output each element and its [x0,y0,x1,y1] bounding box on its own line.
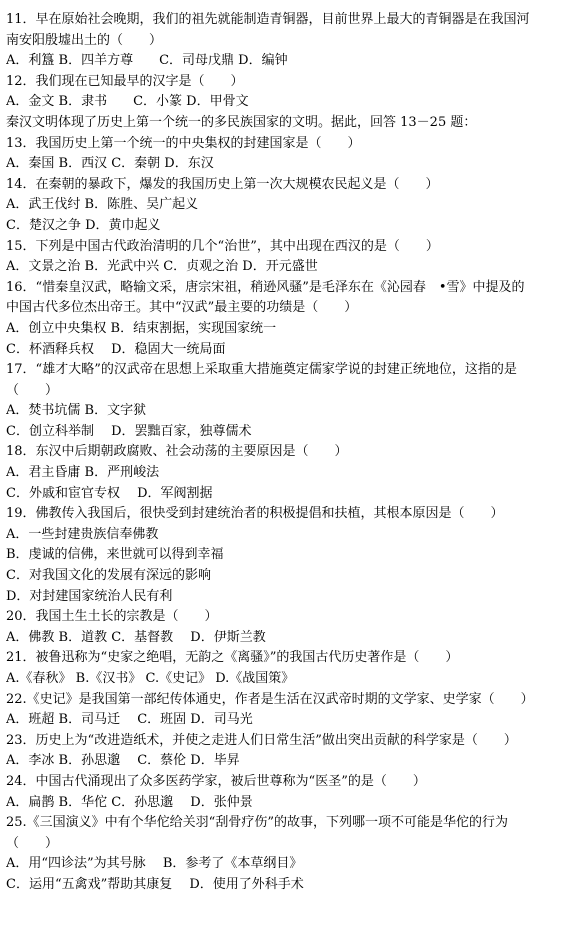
text-line: 21．被鲁迅称为“史家之绝唱，无韵之《离骚》”的我国古代历史著作是（ ） [6,650,459,666]
text-line: A．秦国 B．西汉 C．秦朝 D．东汉 [6,156,214,172]
text-line: A．佛教 B．道教 C．基督教 D．伊斯兰教 [6,629,266,645]
text-line: C．运用“五禽戏”帮助其康复 D．使用了外科手术 [6,876,304,892]
text-line: 14．在秦朝的暴政下，爆发的我国历史上第一次大规模农民起义是（ ） [6,176,439,192]
text-line: 19．佛教传入我国后，很快受到封建统治者的积极提倡和扶植，其根本原因是（ ） [6,506,504,522]
text-line: 秦汉文明体现了历史上第一个统一的多民族国家的文明。据此，回答 13－25 题： [6,114,477,130]
text-line: （ ） [6,382,59,398]
text-line: A．焚书坑儒 B．文字狱 [6,403,147,419]
text-line: B．虔诚的信佛，来世就可以得到幸福 [6,547,224,563]
text-line: （ ） [6,835,59,851]
text-line: C．楚汉之争 D．黄巾起义 [6,217,161,233]
text-line: 16．“惜秦皇汉武，略输文采，唐宗宋祖，稍逊风骚”是毛泽东在《沁园春 •雪》中提及的 [6,279,525,295]
text-line: A．用“四诊法”为其号脉 B．参考了《本草纲目》 [6,856,303,872]
text-line: D．对封建国家统治人民有利 [6,588,173,604]
text-line: 25.《三国演义》中有个华佗给关羽“刮骨疗伤”的故事，下列哪一项不可能是华佗的行为 [6,815,508,831]
text-line: 11．早在原始社会晚期，我们的祖先就能制造青铜器，目前世界上最大的青铜器是在我国河 [6,12,530,27]
text-line: A．金文 B．隶书 C．小篆 D．甲骨文 [6,94,249,110]
text-line: A．一些封建贵族信奉佛教 [6,526,159,542]
text-line: 15．下列是中国古代政治清明的几个“治世”，其中出现在西汉的是（ ） [6,238,439,254]
text-line: C．外戚和宦官专权 D．军阀割据 [6,485,213,501]
text-line: 22.《史记》是我国第一部纪传体通史，作者是生活在汉武帝时期的文学家、史学家（ ） [6,691,534,707]
text-line: A．利簋 B．四羊方尊 C．司母戊鼎 D．编钟 [6,53,288,69]
text-line: 12．我们现在已知最早的汉字是（ ） [6,73,244,89]
text-line: 20．我国土生土长的宗教是（ ） [6,609,218,625]
text-line: A.《春秋》 B.《汉书》 C.《史记》 D.《战国策》 [6,671,295,686]
text-line: A．创立中央集权 B．结束割据，实现国家统一 [6,320,277,336]
text-line: C．创立科举制 D．罢黜百家，独尊儒术 [6,423,252,439]
text-line: A．武王伐纣 B．陈胜、吴广起义 [6,197,199,213]
text-line: 24．中国古代涌现出了众多医药学家，被后世尊称为“医圣”的是（ ） [6,773,426,789]
text-line: 中国古代多位杰出帝王。其中“汉武”最主要的功绩是（ ） [6,300,358,316]
text-line: 南安阳殷墟出土的（ ） [6,32,163,48]
text-line: 13．我国历史上第一个统一的中央集权的封建国家是（ ） [6,135,361,151]
text-line: A．扁鹊 B．华佗 C．孙思邈 D．张仲景 [6,794,253,810]
text-line: A．班超 B．司马迁 C．班固 D．司马光 [6,712,253,728]
text-line: A．李冰 B．孙思邈 C．蔡伦 D．毕昇 [6,753,240,769]
text-line: A．文景之治 B．光武中兴 C．贞观之治 D．开元盛世 [6,259,318,275]
text-line: C．对我国文化的发展有深远的影响 [6,568,211,584]
text-line: C．杯酒释兵权 D．稳固大一统局面 [6,341,226,357]
text-line: 23．历史上为“改进造纸术，并使之走进人们日常生活”做出突出贡献的科学家是（ ） [6,732,517,748]
text-line: 18．东汉中后期朝政腐败、社会动荡的主要原因是（ ） [6,444,348,460]
text-line: A．君主昏庸 B．严刑峻法 [6,465,160,481]
text-line: 17．“雄才大略”的汉武帝在思想上采取重大措施奠定儒家学说的封建正统地位，这指的是 [6,362,517,378]
